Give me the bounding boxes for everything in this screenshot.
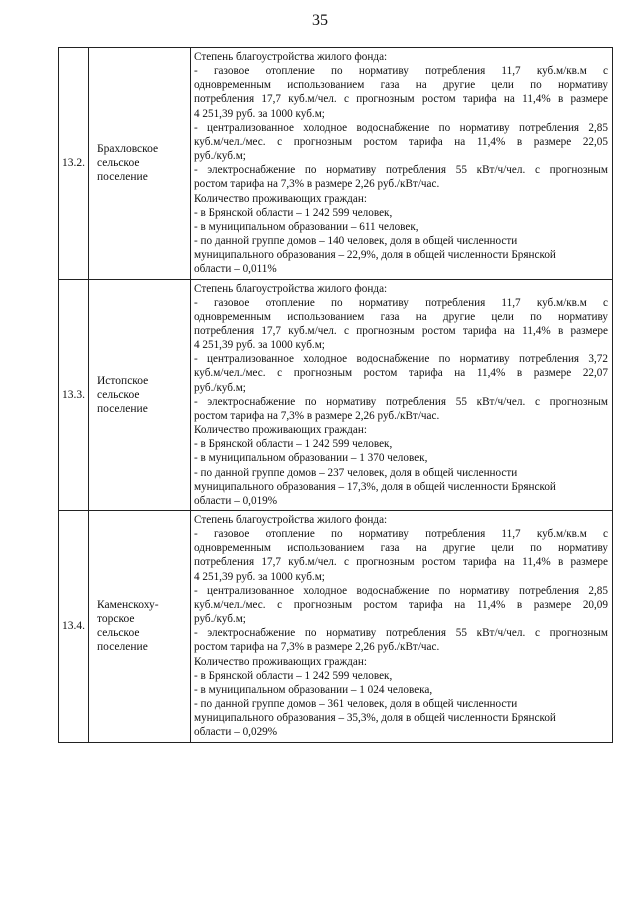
description-line: Степень благоустройства жилого фонда: — [194, 282, 388, 295]
description-line: Количество проживающих граждан: — [194, 424, 367, 437]
description-line: - по данной группе домов – 361 человек, доля в общей численности — [194, 698, 518, 711]
settlement-name-line: сельское — [97, 157, 140, 170]
description-line: - в муниципальном образовании – 1 024 человека, — [194, 683, 433, 696]
row-number: 13.3. — [59, 279, 89, 511]
description-line: Количество проживающих граждан: — [194, 192, 367, 205]
description-line: 4 251,39 руб. за 1000 куб.м; — [194, 339, 325, 352]
description-line: - электроснабжение по нормативу потребления 55 кВт/ч/чел. с прогнозным — [194, 627, 608, 640]
description-line: муниципального образования – 35,3%, доля в общей численности Брянской — [194, 712, 556, 725]
description-line: 4 251,39 руб. за 1000 куб.м; — [194, 570, 325, 583]
description-line: - в муниципальном образовании – 611 человек, — [194, 220, 419, 233]
settlement-name-line: Брахловское — [97, 143, 159, 156]
settlement-name-line: поселение — [97, 402, 148, 415]
description-line: Степень благоустройства жилого фонда: — [194, 514, 388, 526]
description-line: ростом тарифа на 7,3% в размере 2,26 руб./кВт/час. — [194, 641, 440, 654]
description-line: - по данной группе домов – 237 человек, доля в общей численности — [194, 466, 518, 479]
description-line: - в Брянской области – 1 242 599 человек, — [194, 206, 393, 219]
settlement-name — [89, 48, 191, 280]
description-line: руб./куб.м; — [194, 613, 246, 626]
settlement-name-line: поселение — [97, 641, 148, 654]
row-number: 13.2. — [59, 48, 89, 280]
description-line: руб./куб.м; — [194, 381, 246, 394]
description-line: области – 0,019% — [194, 494, 278, 507]
table-row — [59, 48, 613, 280]
description-line: - в Брянской области – 1 242 599 человек, — [194, 669, 393, 682]
description-line: одновременным использованием газа на другие цели по нормативу — [194, 542, 608, 555]
description-line: - электроснабжение по нормативу потребления 55 кВт/ч/чел. с прогнозным — [194, 395, 608, 408]
description-line: куб.м/чел./мес. с прогнозным ростом тарифа на 11,4% в размере 20,09 — [194, 598, 608, 611]
settlements-table — [58, 47, 613, 743]
settlement-name-line: Каменскоху- — [97, 599, 159, 612]
description-line: - в Брянской области – 1 242 599 человек, — [194, 438, 393, 451]
description-line: 4 251,39 руб. за 1000 куб.м; — [194, 107, 325, 120]
row-number: 13.4. — [59, 511, 89, 743]
settlement-name-line: Истопское — [97, 374, 149, 387]
description-line: - централизованное холодное водоснабжение по нормативу потребления 3,72 — [194, 353, 608, 366]
page-number: 35 — [312, 12, 328, 29]
description-line: муниципального образования – 17,3%, доля в общей численности Брянской — [194, 480, 556, 493]
description-line: ростом тарифа на 7,3% в размере 2,26 руб./кВт/час. — [194, 178, 440, 191]
description-line: - газовое отопление по нормативу потребления 11,7 куб.м/кв.м с — [194, 296, 608, 309]
description-line: - в муниципальном образовании – 1 370 человек, — [194, 452, 428, 465]
settlement-description — [191, 511, 613, 743]
description-line: потребления 17,7 куб.м/чел. с прогнозным ростом тарифа на 11,4% в размере — [194, 93, 608, 106]
description-line: - централизованное холодное водоснабжение по нормативу потребления 2,85 — [194, 584, 608, 597]
description-line: ростом тарифа на 7,3% в размере 2,26 руб./кВт/час. — [194, 409, 440, 422]
description-line: области – 0,029% — [194, 726, 278, 739]
settlement-description — [191, 48, 613, 280]
settlement-name-line: поселение — [97, 171, 148, 184]
description-line: Степень благоустройства жилого фонда: — [194, 51, 388, 63]
settlement-description — [191, 279, 613, 511]
table-row — [59, 279, 613, 511]
description-line: - газовое отопление по нормативу потребления 11,7 куб.м/кв.м с — [194, 528, 608, 541]
description-line: - централизованное холодное водоснабжение по нормативу потребления 2,85 — [194, 121, 608, 134]
description-line: - газовое отопление по нормативу потребления 11,7 куб.м/кв.м с — [194, 65, 608, 78]
settlement-name-line: торское — [97, 613, 135, 626]
settlement-name — [89, 279, 191, 511]
settlement-name — [89, 511, 191, 743]
description-line: одновременным использованием газа на другие цели по нормативу — [194, 310, 608, 323]
description-line: муниципального образования – 22,9%, доля в общей численности Брянской — [194, 249, 556, 262]
table-row — [59, 511, 613, 743]
description-line: руб./куб.м; — [194, 150, 246, 163]
description-line: - электроснабжение по нормативу потребления 55 кВт/ч/чел. с прогнозным — [194, 164, 608, 177]
settlement-name-line: сельское — [97, 388, 140, 401]
description-line: Количество проживающих граждан: — [194, 655, 367, 668]
settlement-name-line: сельское — [97, 627, 140, 640]
description-line: потребления 17,7 куб.м/чел. с прогнозным ростом тарифа на 11,4% в размере — [194, 324, 608, 337]
description-line: одновременным использованием газа на другие цели по нормативу — [194, 79, 608, 92]
description-line: куб.м/чел./мес. с прогнозным ростом тарифа на 11,4% в размере 22,05 — [194, 135, 608, 148]
description-line: - по данной группе домов – 140 человек, доля в общей численности — [194, 235, 518, 248]
description-line: области – 0,011% — [194, 263, 277, 276]
description-line: куб.м/чел./мес. с прогнозным ростом тарифа на 11,4% в размере 22,07 — [194, 367, 608, 380]
description-line: потребления 17,7 куб.м/чел. с прогнозным ростом тарифа на 11,4% в размере — [194, 556, 608, 569]
